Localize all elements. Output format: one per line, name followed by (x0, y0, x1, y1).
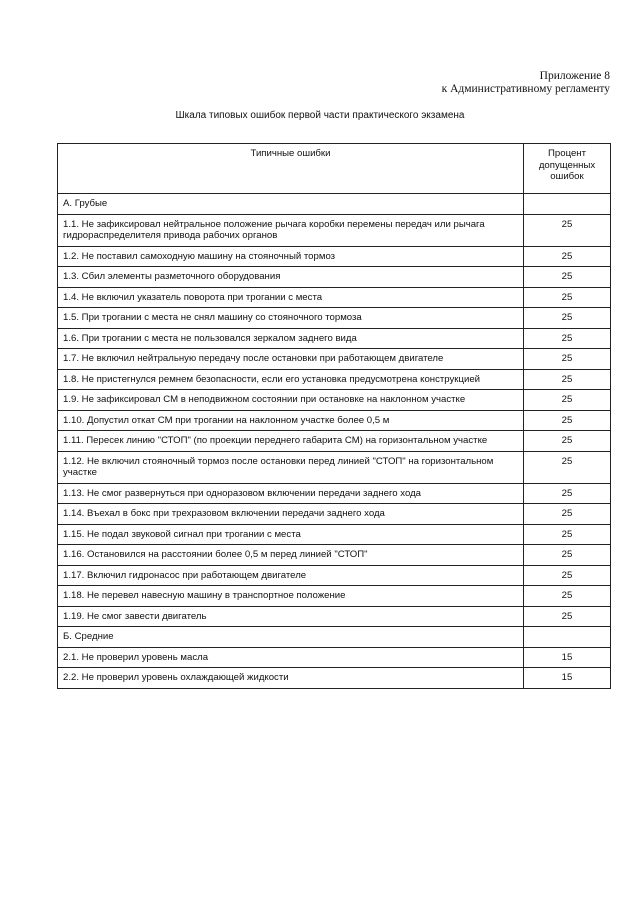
section-empty-cell (524, 627, 611, 648)
error-description: 1.4. Не включил указатель поворота при трогании с места (58, 287, 524, 308)
error-percent: 25 (524, 451, 611, 483)
table-row (58, 308, 611, 329)
error-description: 1.12. Не включил стояночный тормоз после остановки перед линией "СТОП" на горизонтальном участке (58, 451, 524, 483)
error-description: 1.3. Сбил элементы разметочного оборудования (58, 267, 524, 288)
error-percent: 25 (524, 410, 611, 431)
table-row (58, 410, 611, 431)
header-percent: Процент допущенных ошибок (524, 144, 611, 194)
appendix-header (442, 70, 610, 96)
error-percent: 15 (524, 647, 611, 668)
table-row (58, 328, 611, 349)
error-description: 1.19. Не смог завести двигатель (58, 606, 524, 627)
error-description: 1.1. Не зафиксировал нейтральное положение рычага коробки перемены передач или рычага гидрораспределителя привода рабочих органов (58, 214, 524, 246)
error-percent: 25 (524, 524, 611, 545)
error-description: 1.10. Допустил откат СМ при трогании на наклонном участке более 0,5 м (58, 410, 524, 431)
section-row (58, 627, 611, 648)
table-row (58, 647, 611, 668)
error-description: 1.6. При трогании с места не пользовался зеркалом заднего вида (58, 328, 524, 349)
error-percent: 25 (524, 287, 611, 308)
error-percent: 25 (524, 545, 611, 566)
error-description: 2.1. Не проверил уровень масла (58, 647, 524, 668)
table-row (58, 390, 611, 411)
header-errors: Типичные ошибки (58, 144, 524, 194)
table-row (58, 668, 611, 689)
error-percent: 25 (524, 586, 611, 607)
table-row (58, 586, 611, 607)
error-percent: 25 (524, 606, 611, 627)
table-row (58, 267, 611, 288)
error-percent: 25 (524, 369, 611, 390)
error-percent: 25 (524, 308, 611, 329)
table-row (58, 451, 611, 483)
table-header-row (58, 144, 611, 194)
error-percent: 25 (524, 504, 611, 525)
error-percent: 25 (524, 565, 611, 586)
document-title: Шкала типовых ошибок первой части практического экзамена (175, 110, 465, 121)
appendix-line-1: Приложение 8 (539, 70, 610, 82)
error-description: 1.18. Не перевел навесную машину в транспортное положение (58, 586, 524, 607)
table-row (58, 369, 611, 390)
error-percent: 25 (524, 267, 611, 288)
table-row (58, 246, 611, 267)
error-description: 1.17. Включил гидронасос при работающем двигателе (58, 565, 524, 586)
error-description: 1.5. При трогании с места не снял машину со стояночного тормоза (58, 308, 524, 329)
error-description: 1.8. Не пристегнулся ремнем безопасности, если его установка предусмотрена конструкцией (58, 369, 524, 390)
error-description: 1.7. Не включил нейтральную передачу после остановки при работающем двигателе (58, 349, 524, 370)
error-description: 1.16. Остановился на расстоянии более 0,5 м перед линией "СТОП" (58, 545, 524, 566)
error-description: 1.14. Въехал в бокс при трехразовом включении передачи заднего хода (58, 504, 524, 525)
table-row (58, 349, 611, 370)
table-row (58, 524, 611, 545)
table-row (58, 214, 611, 246)
section-row (58, 194, 611, 215)
section-title: А. Грубые (58, 194, 524, 215)
table-row (58, 504, 611, 525)
table-row (58, 565, 611, 586)
error-percent: 25 (524, 483, 611, 504)
table-row (58, 545, 611, 566)
error-percent: 25 (524, 246, 611, 267)
section-title: Б. Средние (58, 627, 524, 648)
error-percent: 25 (524, 431, 611, 452)
error-description: 1.11. Пересек линию "СТОП" (по проекции переднего габарита СМ) на горизонтальном участке (58, 431, 524, 452)
error-description: 1.15. Не подал звуковой сигнал при трогании с места (58, 524, 524, 545)
error-description: 1.2. Не поставил самоходную машину на стояночный тормоз (58, 246, 524, 267)
error-description: 2.2. Не проверил уровень охлаждающей жидкости (58, 668, 524, 689)
table-row (58, 431, 611, 452)
section-empty-cell (524, 194, 611, 215)
error-description: 1.13. Не смог развернуться при одноразовом включении передачи заднего хода (58, 483, 524, 504)
error-percent: 25 (524, 328, 611, 349)
error-percent: 15 (524, 668, 611, 689)
table-body (58, 194, 611, 689)
error-percent: 25 (524, 214, 611, 246)
error-percent: 25 (524, 349, 611, 370)
errors-table (57, 143, 611, 689)
table-row (58, 606, 611, 627)
appendix-line-2: к Административному регламенту (441, 83, 610, 95)
error-percent: 25 (524, 390, 611, 411)
table-row (58, 483, 611, 504)
error-description: 1.9. Не зафиксировал СМ в неподвижном состоянии при остановке на наклонном участке (58, 390, 524, 411)
table-row (58, 287, 611, 308)
